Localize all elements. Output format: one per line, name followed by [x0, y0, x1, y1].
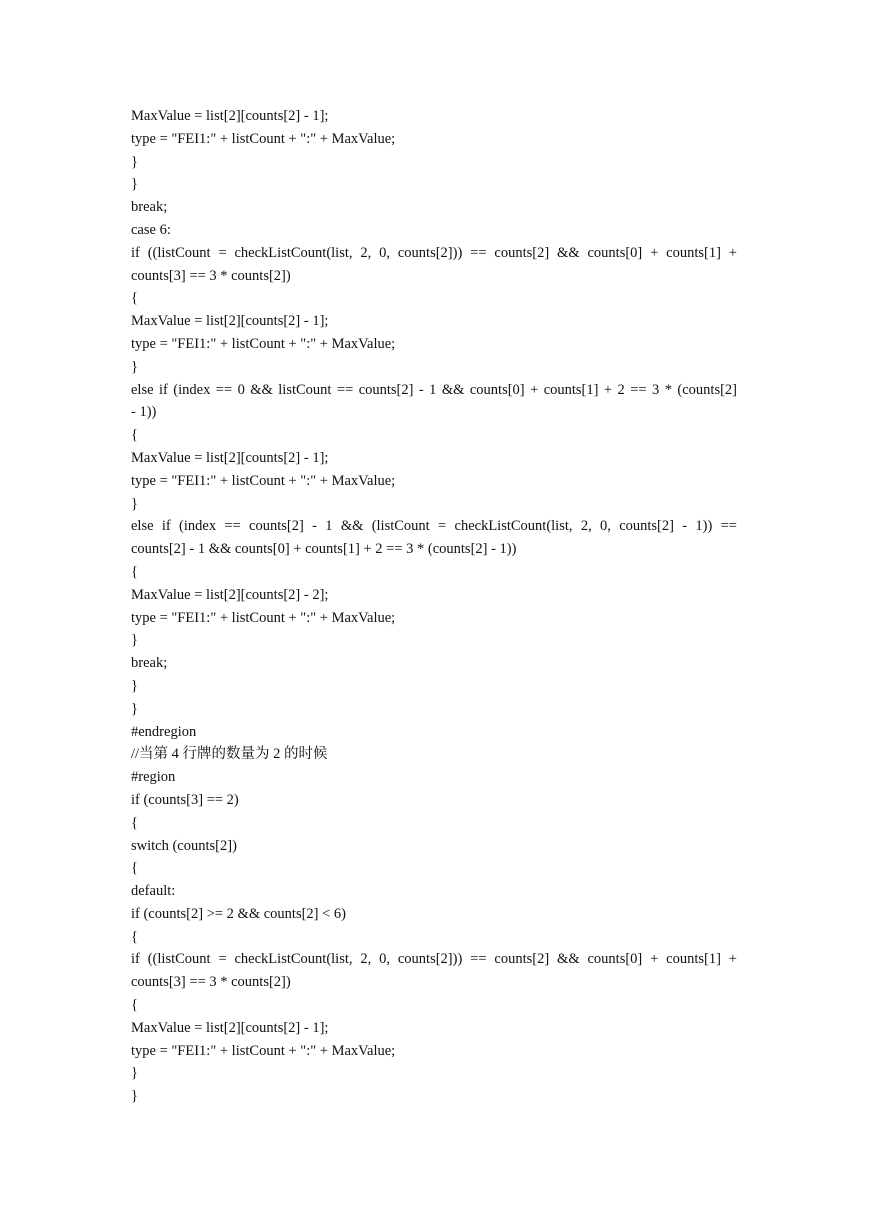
code-line: else if (index == 0 && listCount == counts[2] - 1 && counts[0] + counts[1] + 2 == 3 * (counts[2]: [131, 381, 737, 398]
code-line: {: [131, 997, 138, 1014]
code-line: //当第 4 行牌的数量为 2 的时候: [131, 746, 328, 763]
code-line: MaxValue = list[2][counts[2] - 2];: [131, 586, 329, 603]
code-line: }: [131, 632, 138, 649]
code-line: }: [131, 1065, 138, 1082]
code-line: type = "FEI1:" + listCount + ":" + MaxValue;: [131, 130, 396, 147]
code-line: }: [131, 176, 138, 193]
code-line: type = "FEI1:" + listCount + ":" + MaxValue;: [131, 609, 396, 626]
code-line: {: [131, 290, 138, 307]
code-line: default:: [131, 883, 176, 900]
code-line: }: [131, 358, 138, 375]
code-line: if ((listCount = checkListCount(list, 2, 0, counts[2])) == counts[2] && counts[0] + counts[1] +: [131, 951, 737, 968]
code-line: type = "FEI1:" + listCount + ":" + MaxValue;: [131, 1042, 396, 1059]
code-line: counts[3] == 3 * counts[2]): [131, 267, 291, 284]
code-line: case 6:: [131, 221, 171, 238]
code-line: }: [131, 700, 138, 717]
code-line: counts[3] == 3 * counts[2]): [131, 974, 291, 991]
code-line: counts[2] - 1 && counts[0] + counts[1] + 2 == 3 * (counts[2] - 1)): [131, 541, 517, 558]
code-line: }: [131, 153, 138, 170]
code-line: {: [131, 814, 138, 831]
code-line: }: [131, 677, 138, 694]
code-line: {: [131, 427, 138, 444]
code-line: if ((listCount = checkListCount(list, 2, 0, counts[2])) == counts[2] && counts[0] + counts[1] +: [131, 244, 737, 261]
code-line: if (counts[2] >= 2 && counts[2] < 6): [131, 905, 347, 922]
code-line: {: [131, 928, 138, 945]
code-listing: [131, 105, 737, 1108]
code-line: switch (counts[2]): [131, 837, 237, 854]
code-line: #region: [131, 769, 176, 786]
code-line: }: [131, 495, 138, 512]
code-line: - 1)): [131, 404, 157, 421]
code-line: MaxValue = list[2][counts[2] - 1];: [131, 108, 329, 124]
code-line: else if (index == counts[2] - 1 && (listCount = checkListCount(list, 2, 0, counts[2] - 1)) ==: [131, 518, 737, 535]
code-line: MaxValue = list[2][counts[2] - 1];: [131, 449, 329, 466]
code-line: break;: [131, 655, 168, 672]
code-line: #endregion: [131, 723, 197, 740]
code-line: type = "FEI1:" + listCount + ":" + MaxValue;: [131, 335, 396, 352]
code-line: type = "FEI1:" + listCount + ":" + MaxValue;: [131, 472, 396, 489]
code-line: {: [131, 860, 138, 877]
code-line: MaxValue = list[2][counts[2] - 1];: [131, 1019, 329, 1036]
code-line: MaxValue = list[2][counts[2] - 1];: [131, 313, 329, 330]
code-line: {: [131, 563, 138, 580]
code-line: break;: [131, 199, 168, 216]
code-line: if (counts[3] == 2): [131, 791, 239, 808]
code-line: }: [131, 1088, 138, 1105]
